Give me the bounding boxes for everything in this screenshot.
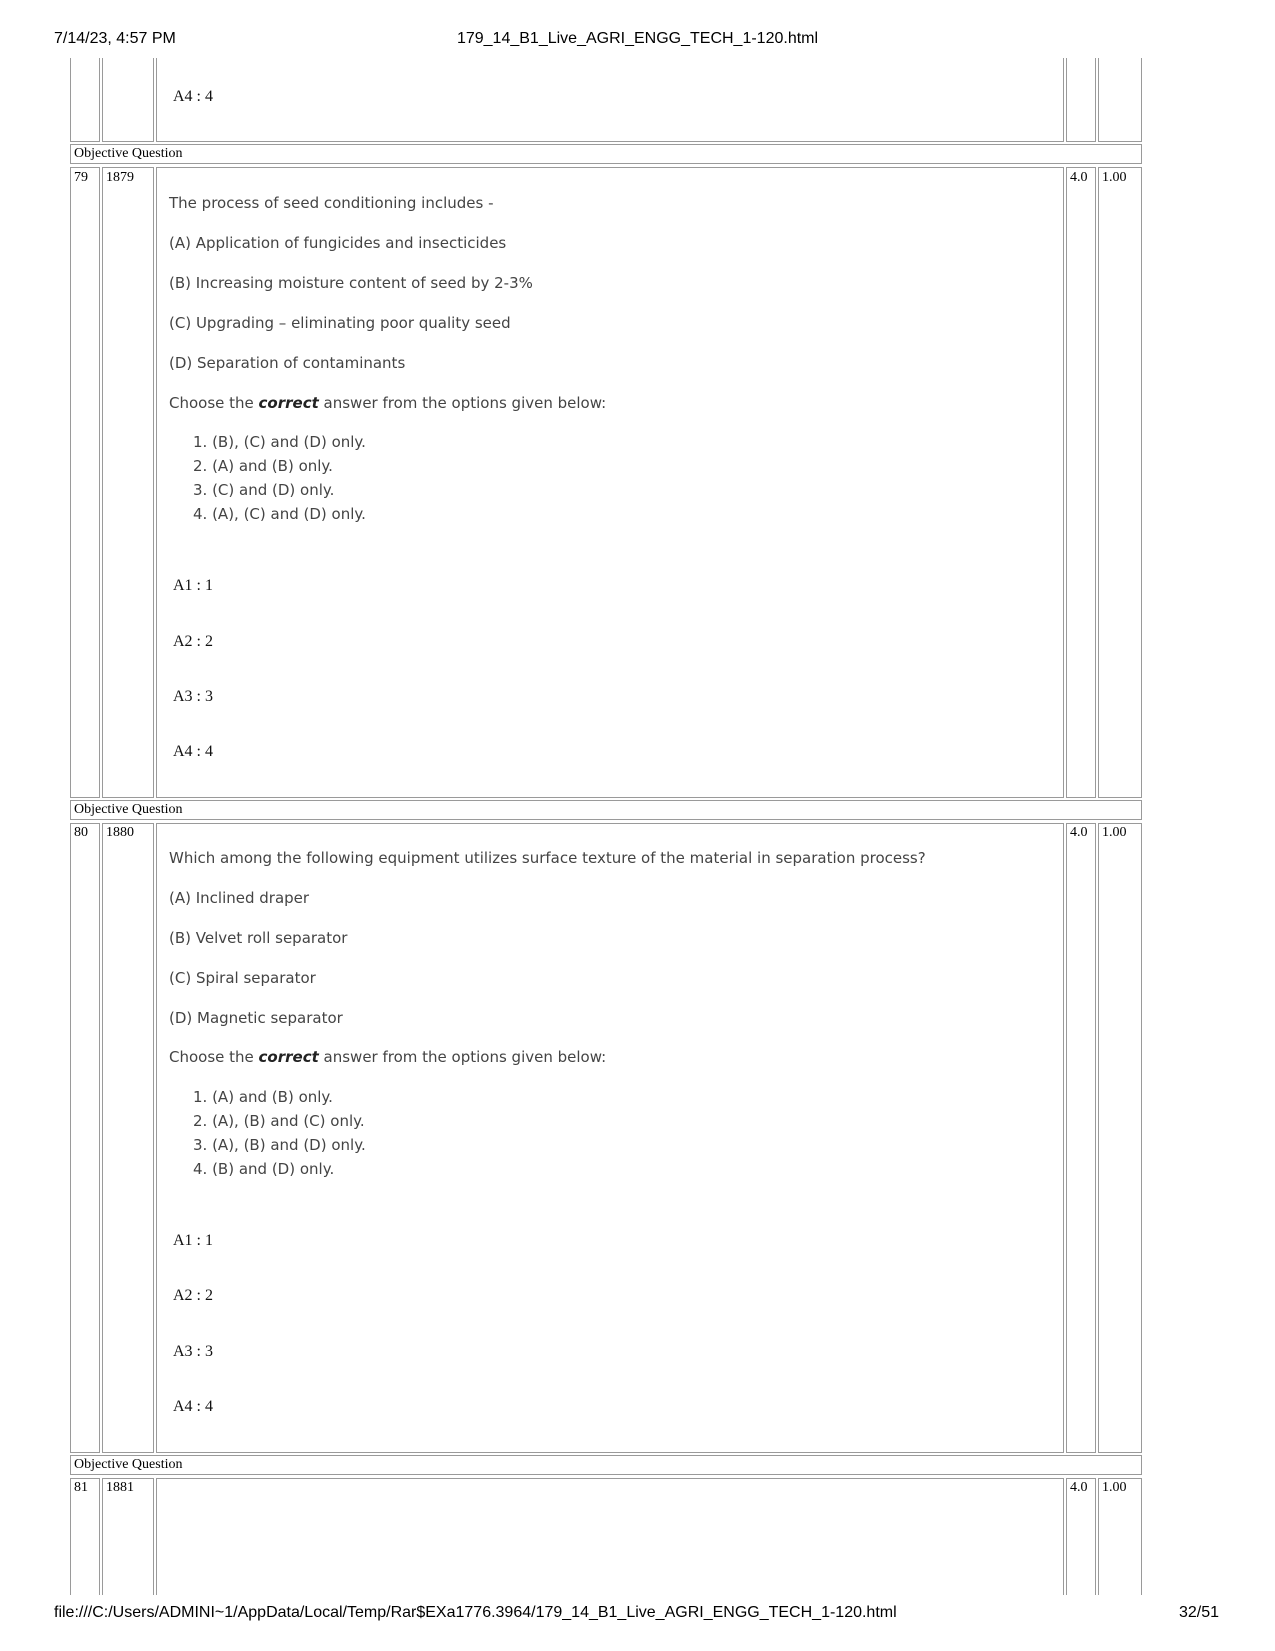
statement-d: (D) Separation of contaminants — [169, 354, 406, 372]
option-2: 2. (A), (B) and (C) only. — [193, 1112, 365, 1130]
answer-2: A2 : 2 — [173, 1287, 213, 1304]
marks: 4.0 — [1070, 825, 1088, 840]
file-path: file:///C:/Users/ADMINI~1/AppData/Local/Temp/Rar$EXa1776.3964/179_14_B1_Live_AGRI_ENGG_TECH_1-120.html — [54, 1604, 897, 1621]
statement-a: (A) Application of fungicides and insecticides — [169, 234, 507, 252]
section-row — [70, 144, 1142, 164]
serial-number: 80 — [74, 825, 88, 840]
question-table — [70, 58, 1202, 1595]
print-datetime: 7/14/23, 4:57 PM — [54, 30, 176, 47]
answer-1: A1 : 1 — [173, 577, 213, 594]
section-row — [70, 800, 1142, 820]
page-number: 32/51 — [1178, 1604, 1219, 1621]
serial-number: 79 — [74, 170, 88, 185]
statement-b: (B) Velvet roll separator — [169, 929, 348, 947]
answer-4: A4 : 4 — [173, 743, 213, 760]
option-4: 4. (A), (C) and (D) only. — [193, 505, 366, 523]
option-3: 3. (C) and (D) only. — [193, 481, 335, 499]
question-id: 1881 — [106, 1480, 134, 1495]
negative-marks: 1.00 — [1102, 825, 1127, 840]
negative-marks: 1.00 — [1102, 170, 1127, 185]
prev-answer-4: A4 : 4 — [173, 88, 213, 105]
option-1: 1. (A) and (B) only. — [193, 1088, 333, 1106]
answer-1: A1 : 1 — [173, 1232, 213, 1249]
choose-instruction: Choose the correct answer from the options given below: — [169, 394, 607, 412]
question-id: 1880 — [106, 825, 134, 840]
negative-marks: 1.00 — [1102, 1480, 1127, 1495]
answer-3: A3 : 3 — [173, 688, 213, 705]
question-text: The process of seed conditioning includes - — [169, 194, 494, 212]
serial-number: 81 — [74, 1480, 88, 1495]
question-text: Which among the following equipment utilizes surface texture of the material in separation process? — [169, 849, 926, 867]
choose-instruction: Choose the correct answer from the options given below: — [169, 1048, 607, 1066]
section-label: Objective Question — [74, 802, 183, 817]
statement-c: (C) Spiral separator — [169, 969, 316, 987]
option-1: 1. (B), (C) and (D) only. — [193, 433, 366, 451]
section-row — [70, 1455, 1142, 1475]
section-label: Objective Question — [74, 1457, 183, 1472]
answer-3: A3 : 3 — [173, 1343, 213, 1360]
question-id: 1879 — [106, 170, 134, 185]
statement-a: (A) Inclined draper — [169, 889, 310, 907]
statement-b: (B) Increasing moisture content of seed by 2-3% — [169, 274, 533, 292]
section-label: Objective Question — [74, 146, 183, 161]
marks: 4.0 — [1070, 170, 1088, 185]
answer-2: A2 : 2 — [173, 633, 213, 650]
option-3: 3. (A), (B) and (D) only. — [193, 1136, 366, 1154]
answer-4: A4 : 4 — [173, 1398, 213, 1415]
option-2: 2. (A) and (B) only. — [193, 457, 333, 475]
statement-c: (C) Upgrading – eliminating poor quality seed — [169, 314, 511, 332]
print-title: 179_14_B1_Live_AGRI_ENGG_TECH_1-120.html — [456, 30, 819, 47]
option-4: 4. (B) and (D) only. — [193, 1160, 335, 1178]
statement-d: (D) Magnetic separator — [169, 1009, 343, 1027]
marks: 4.0 — [1070, 1480, 1088, 1495]
